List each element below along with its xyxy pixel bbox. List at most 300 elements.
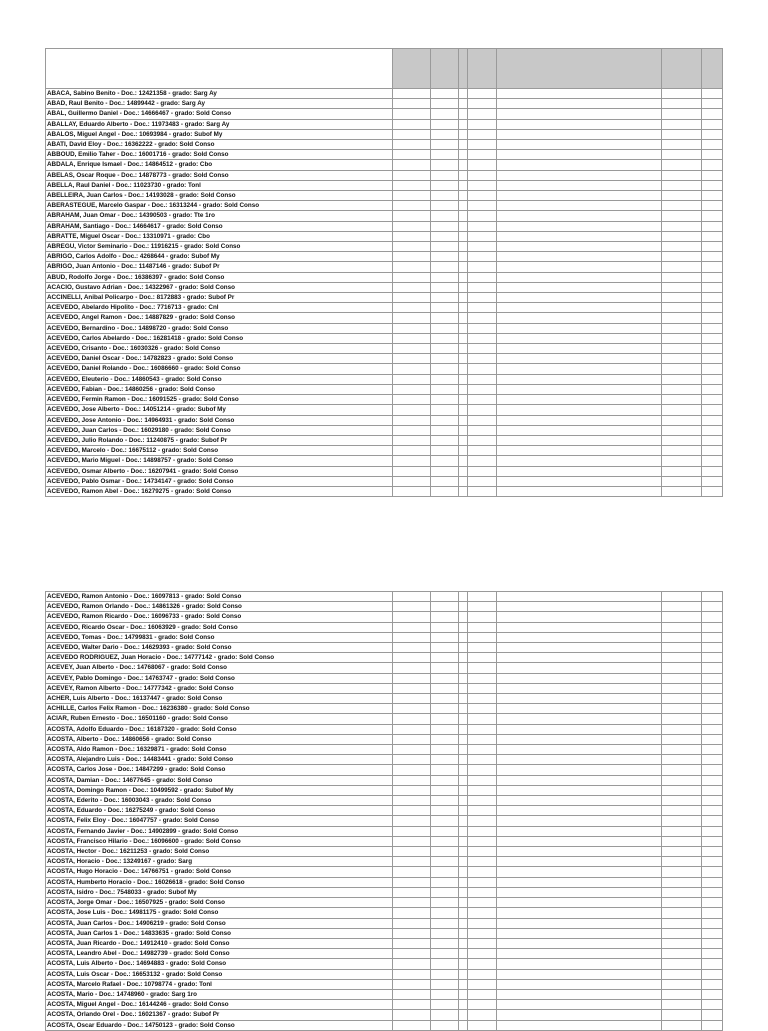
empty-cell — [459, 938, 468, 948]
empty-cell — [497, 486, 662, 496]
empty-cell — [431, 486, 459, 496]
empty-cell — [459, 836, 468, 846]
empty-cell — [431, 435, 459, 445]
empty-cell — [702, 632, 723, 642]
empty-cell — [431, 170, 459, 180]
empty-cell — [393, 643, 431, 653]
empty-cell — [431, 476, 459, 486]
empty-cell — [431, 765, 459, 775]
empty-cell — [468, 989, 497, 999]
empty-cell — [662, 887, 702, 897]
empty-cell — [662, 836, 702, 846]
empty-cell — [497, 1000, 662, 1010]
empty-cell — [393, 282, 431, 292]
empty-cell — [468, 140, 497, 150]
empty-cell — [702, 272, 723, 282]
table-row — [46, 415, 723, 425]
empty-cell — [393, 99, 431, 109]
empty-cell — [431, 354, 459, 364]
empty-cell — [431, 405, 459, 415]
empty-cell — [702, 170, 723, 180]
empty-cell — [431, 466, 459, 476]
empty-cell — [393, 221, 431, 231]
person-entry-cell: ACEVEDO, Tomas - Doc.: 14799831 - grado: Sold Conso — [46, 632, 393, 642]
empty-cell — [497, 395, 662, 405]
empty-cell — [431, 683, 459, 693]
table-row — [46, 755, 723, 765]
table-row — [46, 877, 723, 887]
empty-cell — [497, 170, 662, 180]
empty-cell — [459, 201, 468, 211]
empty-cell — [497, 847, 662, 857]
empty-cell — [393, 466, 431, 476]
empty-cell — [393, 191, 431, 201]
empty-cell — [497, 180, 662, 190]
empty-cell — [702, 836, 723, 846]
empty-cell — [702, 887, 723, 897]
empty-cell — [702, 89, 723, 99]
empty-cell — [702, 796, 723, 806]
empty-cell — [702, 435, 723, 445]
empty-cell — [393, 384, 431, 394]
header-cell — [431, 49, 459, 89]
empty-cell — [459, 755, 468, 765]
empty-cell — [431, 877, 459, 887]
table-row — [46, 282, 723, 292]
empty-cell — [497, 435, 662, 445]
empty-cell — [468, 129, 497, 139]
empty-cell — [431, 847, 459, 857]
empty-cell — [468, 313, 497, 323]
empty-cell — [497, 683, 662, 693]
empty-cell — [468, 456, 497, 466]
empty-cell — [393, 836, 431, 846]
empty-cell — [497, 775, 662, 785]
empty-cell — [702, 1000, 723, 1010]
empty-cell — [702, 724, 723, 734]
person-entry-cell: ABRAHAM, Santiago - Doc.: 14664617 - grado: Sold Conso — [46, 221, 393, 231]
empty-cell — [431, 918, 459, 928]
empty-cell — [497, 653, 662, 663]
empty-cell — [497, 959, 662, 969]
empty-cell — [459, 435, 468, 445]
empty-cell — [459, 405, 468, 415]
empty-cell — [497, 887, 662, 897]
person-entry-cell: ACEVEDO, Osmar Alberto - Doc.: 16207941 - grado: Sold Conso — [46, 466, 393, 476]
table-row — [46, 816, 723, 826]
empty-cell — [468, 303, 497, 313]
empty-cell — [497, 313, 662, 323]
empty-cell — [662, 252, 702, 262]
empty-cell — [497, 364, 662, 374]
empty-cell — [662, 1010, 702, 1020]
empty-cell — [393, 211, 431, 221]
table-row — [46, 775, 723, 785]
empty-cell — [393, 928, 431, 938]
empty-cell — [702, 262, 723, 272]
empty-cell — [459, 476, 468, 486]
empty-cell — [497, 969, 662, 979]
empty-cell — [393, 663, 431, 673]
empty-cell — [662, 683, 702, 693]
empty-cell — [459, 775, 468, 785]
person-entry-cell: ACEVEY, Ramon Alberto - Doc.: 14777342 - grado: Sold Conso — [46, 683, 393, 693]
empty-cell — [431, 653, 459, 663]
empty-cell — [497, 405, 662, 415]
empty-cell — [497, 745, 662, 755]
empty-cell — [662, 282, 702, 292]
empty-cell — [662, 653, 702, 663]
empty-cell — [702, 734, 723, 744]
empty-cell — [468, 466, 497, 476]
empty-cell — [702, 313, 723, 323]
empty-cell — [468, 806, 497, 816]
empty-cell — [468, 959, 497, 969]
table-row — [46, 653, 723, 663]
person-entry-cell: ACOSTA, Juan Carlos 1 - Doc.: 14833635 - grado: Sold Conso — [46, 928, 393, 938]
empty-cell — [393, 938, 431, 948]
empty-cell — [662, 734, 702, 744]
person-entry-cell: ACHER, Luis Alberto - Doc.: 16137447 - grado: Sold Conso — [46, 694, 393, 704]
person-entry-cell: ACOSTA, Carlos Jose - Doc.: 14847299 - grado: Sold Conso — [46, 765, 393, 775]
person-entry-cell: ACCINELLI, Anibal Policarpo - Doc.: 8172883 - grado: Subof Pr — [46, 293, 393, 303]
table-row — [46, 938, 723, 948]
empty-cell — [702, 211, 723, 221]
empty-cell — [497, 333, 662, 343]
empty-cell — [497, 755, 662, 765]
empty-cell — [468, 1020, 497, 1030]
empty-cell — [393, 704, 431, 714]
empty-cell — [459, 663, 468, 673]
empty-cell — [662, 242, 702, 252]
empty-cell — [497, 602, 662, 612]
table-row — [46, 1000, 723, 1010]
empty-cell — [459, 969, 468, 979]
empty-cell — [431, 887, 459, 897]
person-entry-cell: ABERASTEGUE, Marcelo Gaspar - Doc.: 16313244 - grado: Sold Conso — [46, 201, 393, 211]
empty-cell — [393, 694, 431, 704]
empty-cell — [468, 109, 497, 119]
empty-cell — [459, 704, 468, 714]
empty-cell — [468, 622, 497, 632]
empty-cell — [702, 99, 723, 109]
empty-cell — [393, 313, 431, 323]
table-row — [46, 89, 723, 99]
empty-cell — [459, 877, 468, 887]
empty-cell — [431, 908, 459, 918]
empty-cell — [662, 673, 702, 683]
table-row — [46, 466, 723, 476]
empty-cell — [459, 99, 468, 109]
empty-cell — [497, 425, 662, 435]
empty-cell — [468, 918, 497, 928]
empty-cell — [702, 938, 723, 948]
empty-cell — [662, 704, 702, 714]
empty-cell — [431, 313, 459, 323]
empty-cell — [393, 857, 431, 867]
empty-cell — [431, 816, 459, 826]
empty-cell — [431, 119, 459, 129]
empty-cell — [393, 755, 431, 765]
person-entry-cell: ACHILLE, Carlos Felix Ramon - Doc.: 16236380 - grado: Sold Conso — [46, 704, 393, 714]
empty-cell — [393, 622, 431, 632]
empty-cell — [431, 303, 459, 313]
empty-cell — [468, 344, 497, 354]
empty-cell — [468, 643, 497, 653]
table-row — [46, 714, 723, 724]
table-row — [46, 918, 723, 928]
person-entry-cell: ACEVEDO, Bernardino - Doc.: 14898720 - grado: Sold Conso — [46, 323, 393, 333]
header-cell — [497, 49, 662, 89]
empty-cell — [662, 908, 702, 918]
empty-cell — [468, 272, 497, 282]
empty-cell — [459, 745, 468, 755]
empty-cell — [393, 231, 431, 241]
empty-cell — [431, 231, 459, 241]
empty-cell — [702, 384, 723, 394]
empty-cell — [468, 211, 497, 221]
empty-cell — [459, 180, 468, 190]
empty-cell — [393, 887, 431, 897]
empty-cell — [468, 745, 497, 755]
empty-cell — [662, 374, 702, 384]
empty-cell — [459, 806, 468, 816]
empty-cell — [702, 486, 723, 496]
empty-cell — [393, 734, 431, 744]
empty-cell — [468, 673, 497, 683]
empty-cell — [662, 775, 702, 785]
empty-cell — [431, 364, 459, 374]
empty-cell — [662, 622, 702, 632]
empty-cell — [468, 180, 497, 190]
empty-cell — [702, 344, 723, 354]
empty-cell — [468, 592, 497, 602]
empty-cell — [662, 364, 702, 374]
empty-cell — [468, 775, 497, 785]
empty-cell — [468, 384, 497, 394]
empty-cell — [393, 140, 431, 150]
empty-cell — [468, 857, 497, 867]
empty-cell — [459, 857, 468, 867]
empty-cell — [431, 867, 459, 877]
empty-cell — [497, 785, 662, 795]
empty-cell — [702, 129, 723, 139]
empty-cell — [393, 908, 431, 918]
empty-cell — [702, 364, 723, 374]
empty-cell — [468, 201, 497, 211]
empty-cell — [662, 384, 702, 394]
empty-cell — [459, 109, 468, 119]
empty-cell — [702, 745, 723, 755]
empty-cell — [431, 242, 459, 252]
empty-cell — [702, 857, 723, 867]
empty-cell — [393, 918, 431, 928]
empty-cell — [459, 816, 468, 826]
empty-cell — [459, 282, 468, 292]
person-entry-cell: ACEVEDO, Ramon Antonio - Doc.: 16097813 - grado: Sold Conso — [46, 592, 393, 602]
empty-cell — [393, 272, 431, 282]
person-entry-cell: ACEVEDO, Pablo Osmar - Doc.: 14734147 - grado: Sold Conso — [46, 476, 393, 486]
empty-cell — [431, 938, 459, 948]
person-entry-cell: ACOSTA, Juan Ricardo - Doc.: 14912410 - grado: Sold Conso — [46, 938, 393, 948]
person-entry-cell: ABALLAY, Eduardo Alberto - Doc.: 11973483 - grado: Sarg Ay — [46, 119, 393, 129]
empty-cell — [497, 293, 662, 303]
empty-cell — [431, 333, 459, 343]
empty-cell — [497, 415, 662, 425]
empty-cell — [431, 1000, 459, 1010]
empty-cell — [662, 354, 702, 364]
empty-cell — [468, 734, 497, 744]
person-entry-cell: ABATI, David Eloy - Doc.: 16362222 - grado: Sold Conso — [46, 140, 393, 150]
empty-cell — [702, 704, 723, 714]
empty-cell — [393, 476, 431, 486]
empty-cell — [662, 160, 702, 170]
empty-cell — [468, 632, 497, 642]
empty-cell — [393, 673, 431, 683]
empty-cell — [431, 663, 459, 673]
empty-cell — [393, 898, 431, 908]
empty-cell — [431, 395, 459, 405]
empty-cell — [393, 109, 431, 119]
empty-cell — [662, 446, 702, 456]
empty-cell — [431, 694, 459, 704]
empty-cell — [393, 395, 431, 405]
empty-cell — [431, 180, 459, 190]
empty-cell — [702, 333, 723, 343]
empty-cell — [393, 683, 431, 693]
empty-cell — [431, 949, 459, 959]
person-entry-cell: ACEVEDO, Jose Alberto - Doc.: 14051214 - grado: Subof My — [46, 405, 393, 415]
empty-cell — [497, 282, 662, 292]
empty-cell — [459, 592, 468, 602]
empty-cell — [662, 867, 702, 877]
empty-cell — [459, 908, 468, 918]
empty-cell — [459, 456, 468, 466]
empty-cell — [702, 949, 723, 959]
empty-cell — [431, 323, 459, 333]
empty-cell — [497, 816, 662, 826]
empty-cell — [468, 262, 497, 272]
empty-cell — [662, 938, 702, 948]
empty-cell — [702, 653, 723, 663]
person-entry-cell: ACEVEDO, Fermin Ramon - Doc.: 16091525 - grado: Sold Conso — [46, 395, 393, 405]
empty-cell — [662, 344, 702, 354]
empty-cell — [393, 847, 431, 857]
empty-cell — [393, 160, 431, 170]
empty-cell — [702, 109, 723, 119]
empty-cell — [393, 456, 431, 466]
empty-cell — [459, 293, 468, 303]
person-entry-cell: ABRIGO, Carlos Adolfo - Doc.: 4268644 - grado: Subof My — [46, 252, 393, 262]
empty-cell — [702, 201, 723, 211]
empty-cell — [497, 867, 662, 877]
person-entry-cell: ACOSTA, Marcelo Rafael - Doc.: 10798774 - grado: Tonl — [46, 979, 393, 989]
empty-cell — [662, 969, 702, 979]
empty-cell — [662, 109, 702, 119]
table-row — [46, 425, 723, 435]
empty-cell — [459, 632, 468, 642]
empty-cell — [459, 344, 468, 354]
empty-cell — [497, 979, 662, 989]
empty-cell — [393, 989, 431, 999]
empty-cell — [468, 252, 497, 262]
empty-cell — [431, 221, 459, 231]
empty-cell — [431, 293, 459, 303]
table-row — [46, 969, 723, 979]
person-entry-cell: ACOSTA, Leandro Abel - Doc.: 14982739 - grado: Sold Conso — [46, 949, 393, 959]
empty-cell — [393, 816, 431, 826]
empty-cell — [459, 898, 468, 908]
person-entry-cell: ACOSTA, Jorge Omar - Doc.: 16507925 - grado: Sold Conso — [46, 898, 393, 908]
empty-cell — [393, 333, 431, 343]
empty-cell — [497, 643, 662, 653]
empty-cell — [662, 201, 702, 211]
table-row — [46, 745, 723, 755]
empty-cell — [662, 663, 702, 673]
person-entry-cell: ACOSTA, Humberto Horacio - Doc.: 16026618 - grado: Sold Conso — [46, 877, 393, 887]
table-row — [46, 673, 723, 683]
empty-cell — [431, 775, 459, 785]
empty-cell — [459, 415, 468, 425]
table-row — [46, 908, 723, 918]
table-row — [46, 796, 723, 806]
empty-cell — [662, 395, 702, 405]
empty-cell — [431, 734, 459, 744]
empty-cell — [662, 191, 702, 201]
empty-cell — [459, 602, 468, 612]
empty-cell — [497, 928, 662, 938]
empty-cell — [497, 119, 662, 129]
empty-cell — [662, 323, 702, 333]
table-row — [46, 180, 723, 190]
empty-cell — [468, 160, 497, 170]
empty-cell — [459, 724, 468, 734]
empty-cell — [431, 456, 459, 466]
table-row — [46, 313, 723, 323]
empty-cell — [459, 140, 468, 150]
empty-cell — [459, 150, 468, 160]
empty-cell — [393, 354, 431, 364]
empty-cell — [702, 694, 723, 704]
empty-cell — [393, 877, 431, 887]
empty-cell — [702, 425, 723, 435]
table-row — [46, 191, 723, 201]
empty-cell — [393, 969, 431, 979]
empty-cell — [459, 683, 468, 693]
empty-cell — [431, 622, 459, 632]
empty-cell — [497, 622, 662, 632]
empty-cell — [468, 938, 497, 948]
empty-cell — [459, 949, 468, 959]
empty-cell — [468, 374, 497, 384]
empty-cell — [468, 476, 497, 486]
empty-cell — [662, 785, 702, 795]
empty-cell — [393, 89, 431, 99]
empty-cell — [431, 826, 459, 836]
empty-cell — [662, 643, 702, 653]
empty-cell — [431, 425, 459, 435]
table-row — [46, 887, 723, 897]
person-entry-cell: ACOSTA, Alejandro Luis - Doc.: 14483441 - grado: Sold Conso — [46, 755, 393, 765]
empty-cell — [431, 632, 459, 642]
empty-cell — [459, 847, 468, 857]
empty-cell — [662, 272, 702, 282]
empty-cell — [702, 928, 723, 938]
empty-cell — [431, 643, 459, 653]
person-entry-cell: ACOSTA, Ederito - Doc.: 16003043 - grado: Sold Conso — [46, 796, 393, 806]
empty-cell — [468, 425, 497, 435]
person-entry-cell: ACOSTA, Hugo Horacio - Doc.: 14766751 - grado: Sold Conso — [46, 867, 393, 877]
